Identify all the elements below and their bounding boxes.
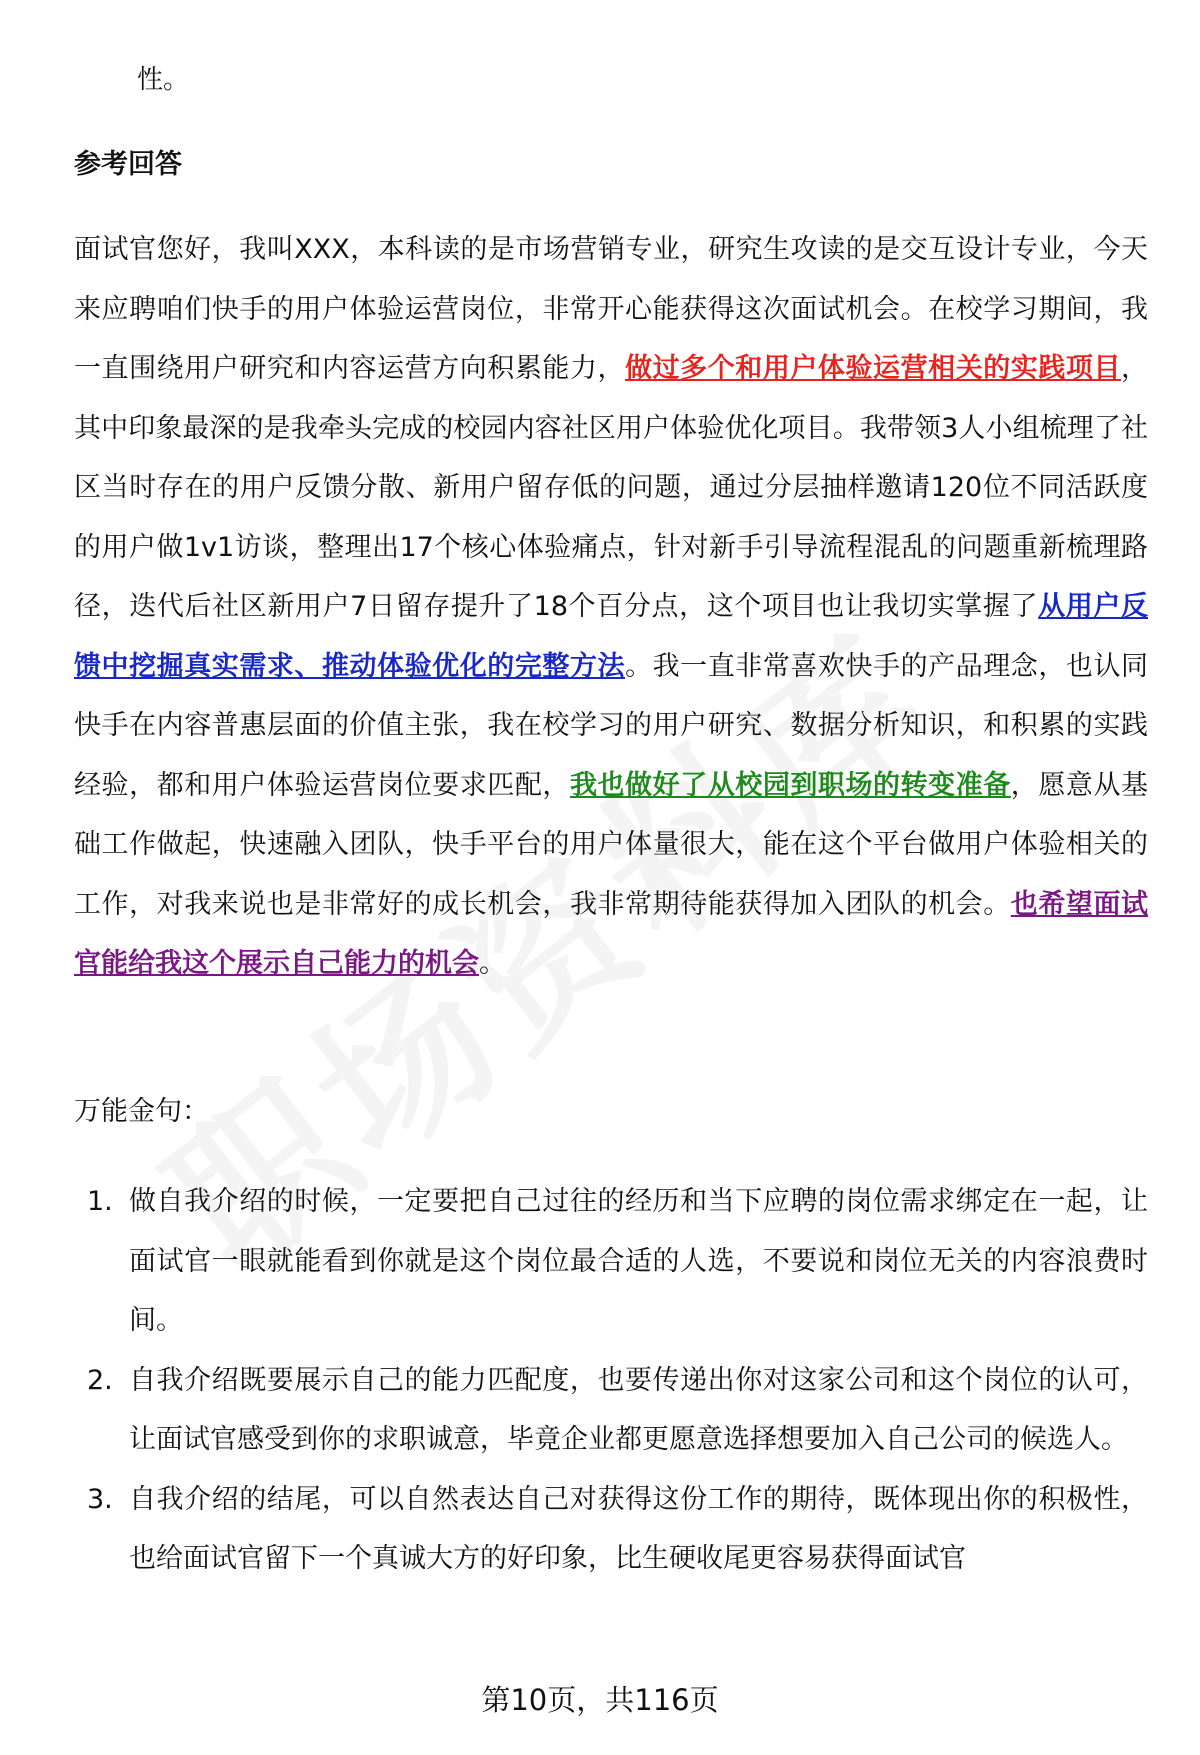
highlight-green: 我也做好了从校园到职场的转变准备 [569,769,1011,801]
list-item [74,1172,1148,1351]
list-item-number: 3. [87,1483,113,1515]
answer-text-1: 面试官您好，我叫XXX，本科读的是市场营销专业，研究生攻读的是交互设计专业，今天来应聘咱们快手的用户体验运营岗位，非常开心能获得这次面试机会。在校学习期间，我一直围绕用户研究和内容运营方向积累能力， [74,234,1148,384]
answer-text-2: ，其中印象最深的是我牵头完成的校园内容社区用户体验优化项目。我带领3人小组梳理了社区当时存在的用户反馈分散、新用户留存低的问题，通过分层抽样邀请120位不同活跃度的用户做1v1访谈，整理出17个核心体验痛点，针对新手引导流程混乱的问题重新梳理路径，迭代后社区新用户7日留存提升了18个百分点，这个项目也让我切实掌握了 [74,353,1149,622]
list-item-text: 自我介绍既要展示自己的能力匹配度，也要传递出你对这家公司和这个岗位的认可，让面试官感受到你的求职诚意，毕竟企业都更愿意选择想要加入自己公司的候选人。 [129,1364,1148,1455]
answer-text-5: 。 [479,948,506,979]
highlight-purple: 也希望面试官能给我这个展示自己能力的机会 [74,888,1149,979]
highlight-blue: 从用户反馈中挖掘真实需求、推动体验优化的完整方法 [74,591,1148,682]
list-item-text: 自我介绍的结尾，可以自然表达自己对获得这份工作的期待，既体现出你的积极性，也给面试官留下一个真诚大方的好印象，比生硬收尾更容易获得面试官 [129,1483,1148,1574]
list-item-number: 2. [87,1364,113,1396]
answer-paragraph [74,220,1148,994]
answer-text-4: ，愿意从基础工作做起，快速融入团队，快手平台的用户体量很大，能在这个平台做用户体验相关的工作，对我来说也是非常好的成长机会，我非常期待能获得加入团队的机会。 [74,769,1149,920]
tips-title: 万能金句： [74,1096,209,1127]
highlight-red: 做过多个和用户体验运营相关的实践项目 [625,353,1122,384]
answer-text-3: 。我一直非常喜欢快手的产品理念，也认同快手在内容普惠层面的价值主张，我在校学习的用户研究、数据分析知识，和积累的实践经验，都和用户体验运营岗位要求匹配， [74,650,1149,801]
list-item [74,1351,1148,1470]
list-item-text: 做自我介绍的时候，一定要把自己过往的经历和当下应聘的岗位需求绑定在一起，让面试官一眼就能看到你就是这个岗位最合适的人选，不要说和岗位无关的内容浪费时间。 [129,1186,1148,1336]
section-heading: 参考回答 [74,149,182,180]
continuation-text: 性。 [137,65,190,95]
tips-list [74,1172,1148,1589]
list-item [74,1470,1148,1589]
page-footer: 第10页，共116页 [481,1683,719,1717]
list-item-number: 1. [87,1186,113,1217]
